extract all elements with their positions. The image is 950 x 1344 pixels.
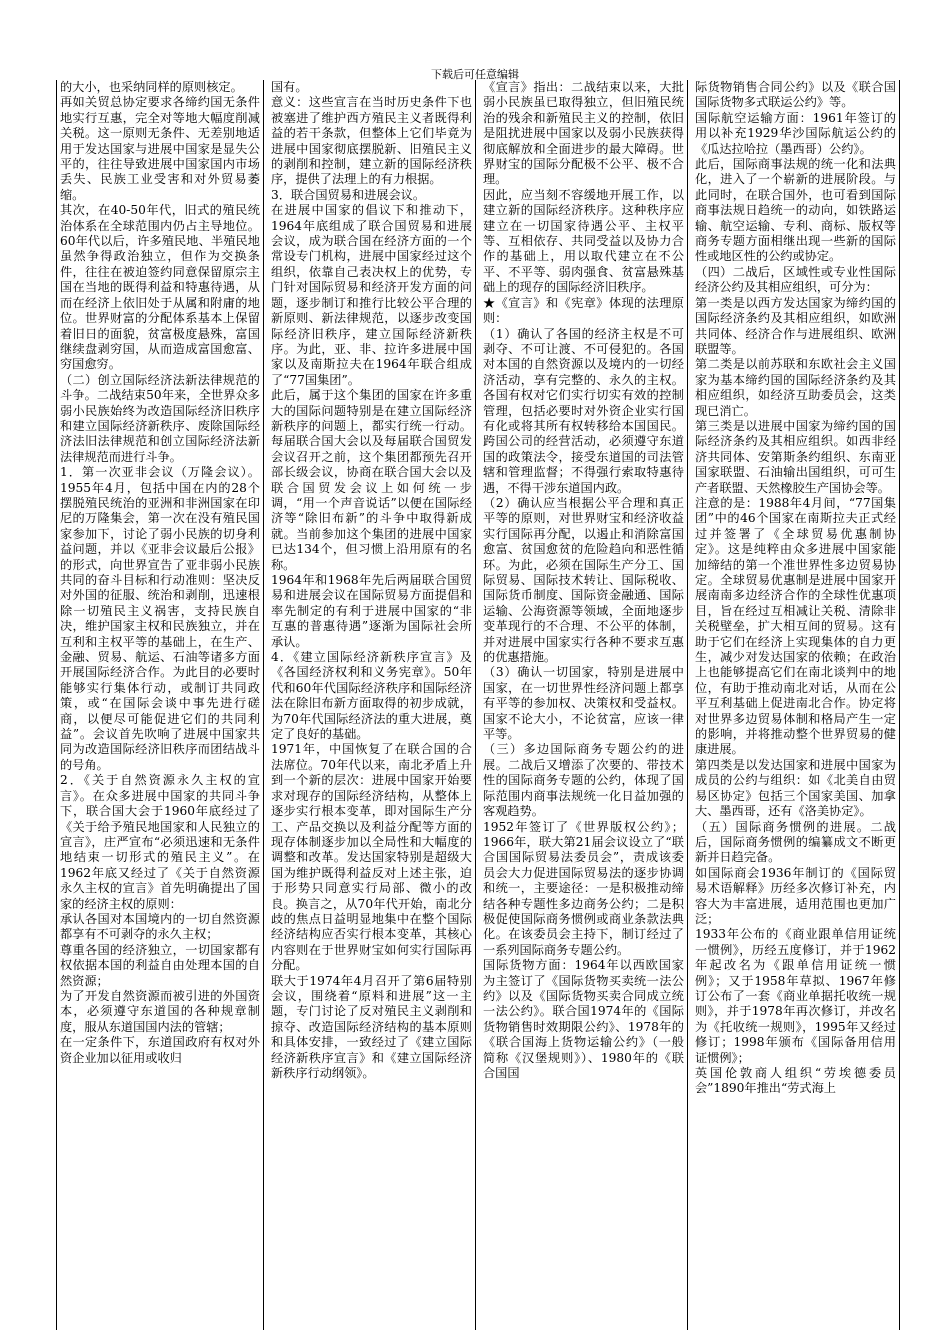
paragraph: （五）国际商务惯例的进展。二战后，国际商务惯例的编纂成文不断更新并日趋完备。 [695, 819, 896, 865]
paragraph: 2．《关于自然资源永久主权的宣言》。在众多进展中国家的共同斗争下，联合国大会于1960年底经过了《关于给予殖民地国家和人民独立的宣言》，庄严宣布“必须迅速和无条件地结束一切形式的殖民主义”。在1962年底又经过了《关于自然资源永久主权的宣言》首先明确提出了国家的经济主权的原则： [60, 773, 260, 911]
paragraph: （三）多边国际商务专题公约的进展。二战后又增添了次要的、带技术性的国际商务专题的公约，体现了国际范围内商事法规统一化日益加强的客观趋势。 [483, 742, 684, 819]
paragraph: 际货物销售合同公约》以及《联合国国际货物多式联运公约》等。 [695, 80, 896, 110]
paragraph: 尊重各国的经济独立，一切国家都有权依据本国的利益自由处理本国的自然资源； [60, 942, 260, 988]
paragraph: 联大于1974年4月召开了第6届特别会议，围绕着“原料和进展”这一主题，专门讨论了反对殖民主义剥削和掠夺、改造国际经济结构的基本原则和具体安排，一致经过了《建立国际经济新秩序宣言》和《建立国际经济新秩序行动纲领》。 [271, 973, 472, 1080]
paragraph: 在一定条件下，东道国政府有权对外资企业加以征用或收归 [60, 1035, 260, 1065]
paragraph: 4．《建立国际经济新秩序宣言》及《各国经济权利和义务宪章》。50年代和60年代国际经济秩序和国际经济法在除旧布新方面取得的初步成就，为70年代国际经济法的重大进展，奠定了良好的基础。 [271, 650, 472, 742]
column-2 [268, 80, 476, 1330]
paragraph: 1971年，中国恢复了在联合国的合法席位。70年代以来，南北矛盾上升到一个新的层次：进展中国家开始要求对现存的国际经济结构，从整体上逐步实行根本变革，即对国际生产分工、产品交换以及利益分配等方面的现存体制逐步加以全局性和大幅度的调整和改革。发达国家特别是超级大国为维护既得利益反对上述主张，迫于形势只同意实行局部、微小的改良。换言之，从70年代开始，南北分歧的焦点日益明显地集中在整个国际经济结构应否实行根本变革，其核心内容则在于世界财宝如何实行国际再分配。 [271, 742, 472, 973]
text-columns [56, 80, 900, 1330]
paragraph: 在进展中国家的倡议下和推动下，1964年底组成了联合国贸易和进展会议，成为联合国在经济方面的一个常设专门机构，进展中国家经过这个组织，依靠自己表决权上的优势，专门针对国际贸易和经济开发方面的问题，逐步制订和推行比较公平合理的新原则、新法律规范，以逐步改变国际经济旧秩序，建立国际经济新秩序。为此，亚、非、拉许多进展中国家以及南斯拉夫在1964年联合组成了“77国集团”。 [271, 203, 472, 387]
paragraph: 国有。 [271, 80, 308, 94]
paragraph: 此后，国际商事法规的统一化和法典化，进入了一个崭新的进展阶段。与此同时，在联合国外，也可看到国际商事法规日趋统一的动向，如铁路运输、航空运输、专利、商标、版权等商务专题方面相继出现一些新的国际性或地区性的公约或协定。 [695, 157, 896, 264]
paragraph: 为了开发自然资源而被引进的外国资本，必须遵守东道国的各种规章制度，服从东道国国内法的管辖； [60, 988, 260, 1034]
paragraph: 注意的是：1988年4月间，“77国集团”中的46个国家在南斯拉夫正式经过并签署了《全球贸易优惠制协定》。这是纯粹由众多进展中国家能加缔结的第一个准世界性多边贸易协定。全球贸易优惠制是进展中国家开展南南多边经济合作的全球性优惠项目，旨在经过互相减让关税、清除非关税壁垒，扩大相互间的贸易。这有助于它们在经济上实现集体的自力更生，减少对发达国家的依赖；在政治上也能够提高它们在南北谈判中的地位，有助于推动南北对话，从而在公平互利基础上促进南北合作。协定将对世界多边贸易体制和格局产生一定的影响，并将推动整个世界贸易的健康进展。 [695, 495, 896, 757]
paragraph: 第一类是以西方发达国家为缔约国的国际经济条约及其相应组织，如欧洲共同体、经济合作与进展组织、欧洲联盟等。 [695, 295, 896, 356]
paragraph: ★《宣言》和《宪章》体现的法理原则： [483, 295, 684, 326]
page-header: 下载后可任意编辑 [431, 68, 519, 81]
paragraph: 其次，在40-50年代，旧式的殖民统治体系在全球范围内仍占主导地位。60年代以后，许多殖民地、半殖民地虽然争得政治独立，但作为交换条件，往往在被迫签约同意保留原宗主国在当地的既得利益和特惠待遇，从而在经济上依旧处于从属和附庸的地位。世界财富的分配体系基本上保留着旧日的面貌，贫富极度悬殊，富国继续盘剥穷国，从而造成富国愈富、穷国愈穷。 [60, 203, 260, 372]
paragraph: 的大小，也采纳同样的原则核定。 [60, 80, 243, 94]
paragraph: 因此，应当刻不容缓地开展工作，以建立新的国际经济秩序。这种秩序应建立在一切国家待遇公平、主权平等、互相依存、共同受益以及协力合作的基础上，用以取代建立在不公平、不平等、弱肉强食、贫富悬殊基础上的现存的国际经济旧秩序。 [483, 187, 684, 295]
paragraph: 1964年和1968年先后两届联合国贸易和进展会议在国际贸易方面提倡和率先制定的有利于进展中国家的“非互惠的普惠待遇”逐渐为国际社会所承认。 [271, 573, 472, 649]
paragraph: 国际货物方面：1964年以西欧国家为主签订了《国际货物买卖统一法公约》以及《国际货物买卖合同成立统一法公约》。联合国1974年的《国际货物销售时效期限公约》、1978年的《联合国海上货物运输公约》（一般简称《汉堡规则》）、1980年的《联合国国 [483, 958, 684, 1080]
paragraph: （2）确认应当根据公平合理和真正平等的原则，对世界财宝和经济收益实行国际再分配，以遏止和消除富国愈富、贫国愈贫的危险趋向和恶性循环。为此，必须在国际生产分工、国际贸易、国际技术转让、国际税收、国际货币制度、国际资金融通、国际运输、公海资源等领域，全面地逐步变革现行的不合理、不公平的体制，并对进展中国家实行各种不要求互惠的优惠措施。 [483, 495, 684, 665]
paragraph: 意义：这些宣言在当时历史条件下也被塞进了维护西方殖民主义者既得利益的若干条款，但整体上它们毕竟为进展中国家彻底摆脱新、旧殖民主义的剥削和控制，建立新的国际经济秩序，提供了法理上的有力根据。 [271, 95, 472, 187]
paragraph: 第三类是以进展中国家为缔约国的国际经济条约及其相应组织。如西非经济共同体、安第斯条约组织、东南亚国家联盟、石油输出国组织，可可生产者联盟、天然橡胶生产国协会等。 [695, 418, 896, 495]
paragraph: 3．联合国贸易和进展会议。 [271, 187, 426, 202]
paragraph: 此后，属于这个集团的国家在许多重大的国际问题特别是在建立国际经济新秩序的问题上，都实行统一行动。每届联合国大会以及每届联合国贸发会议召开之前，这个集团都预先召开部长级会议，协商在联合国大会以及联合国贸发会议上如何统一步调，“用一个声音说话”以便在国际经济等“除旧布新”的斗争中取得新成就。当前参加这个集团的进展中国家已达134个，但习惯上沿用原有的名称。 [271, 388, 472, 572]
column-4 [692, 80, 900, 1330]
paragraph: 承认各国对本国境内的一切自然资源都享有不可剥夺的永久主权； [60, 911, 260, 942]
paragraph: 1933年公布的《商业跟单信用证统一惯例》，历经五度修订，并于1962年起改名为《跟单信用证统一惯例》；又于1958年草拟、1967年修订公布了一套《商业单据托收统一规则》，并于1978年再次修订，并改名为《托收统一规则》，1995年又经过修订；1998年颁布《国际备用信用证惯例》； [695, 927, 896, 1065]
paragraph: 1．第一次亚非会议（万隆会议）。1955年4月，包括中国在内的28个摆脱殖民统治的亚洲和非洲国家在印尼的万隆集会，第一次在没有殖民国家参加下，讨论了弱小民族的切身利益问题，并以《亚非会议最后公报》的形式，向世界宣告了亚非弱小民族共同的奋斗目标和行动准则：坚决反对外国的征服、统治和剥削，迅速根除一切殖民主义祸害，支持民族自决，维护国家主权和民族独立，并在互利和主权平等的基础上，在生产、金融、贸易、航运、石油等诸多方面开展国际经济合作。为此目的必要时能够实行集体行动，或制订共同政策，或“在国际会谈中事先进行磋商，以便尽可能促进它们的共同利益”。会议首先吹响了进展中国家共同为改造国际经济旧秩序而团结战斗的号角。 [60, 465, 260, 772]
paragraph: （1）确认了各国的经济主权是不可剥夺、不可让渡、不可侵犯的。各国对本国的自然资源以及境内的一切经济活动，享有完整的、永久的主权。各国有权对它们实行切实有效的控制管理，包括必要时对外资企业实行国有化或将其所有权转移给本国国民。跨国公司的经营活动，必须遵守东道国的政策法令，接受东道国的司法管辖和管理监督；不得强行索取特惠待遇，不得干涉东道国内政。 [483, 326, 684, 495]
paragraph: 再如关贸总协定要求各缔约国无条件地实行互惠，完全对等地大幅度削减关税。这一原则无条件、无差别地适用于发达国家与进展中国家是显失公平的，往往导致进展中国家国内市场丢失、民族工业受害和对外贸易萎缩。 [60, 95, 260, 202]
paragraph: 1952年签订了《世界版权公约》；1966年，联大第21届会议设立了“联合国国际贸易法委员会”，责成该委员会大力促进国际贸易法的逐步协调和统一，主要途径：一是积极推动缔结各种专题性多边商务公约；二是积极促使国际商务惯例或商业条款法典化。在该委员会主持下，制订经过了一系列国际商务专题公约。 [483, 819, 684, 957]
paragraph: 第二类是以前苏联和东欧社会主义国家为基本缔约国的国际经济条约及其相应组织，如经济互助委员会，这类现已消亡。 [695, 357, 896, 418]
paragraph: 英国伦敦商人组织“劳埃德委员会”1890年推出“劳式海上 [695, 1066, 896, 1096]
paragraph: 《宣言》指出：二战结束以来，大批弱小民族虽已取得独立，但旧殖民统治的残余和新殖民主义的控制，依旧是阻扰进展中国家以及弱小民族获得彻底解放和全面进步的最大障碍。世界财宝的国际分配极不公平、极不合理。 [483, 80, 684, 187]
column-3 [480, 80, 688, 1330]
paragraph: （二）创立国际经济法新法律规范的斗争。二战结束50年来，全世界众多弱小民族始终为改造国际经济旧秩序和建立国际经济新秩序、废除国际经济法旧法律规范和创立国际经济法新法律规范而进行斗争。 [60, 372, 260, 464]
paragraph: （3）确认一切国家，特别是进展中国家，在一切世界性经济问题上都享有平等的参加权、决策权和受益权。国家不论大小，不论贫富，应该一律平等。 [483, 665, 684, 742]
paragraph: 国际航空运输方面：1961年签订的用以补充1929华沙国际航运公约的《瓜达拉哈拉（墨西哥）公约》。 [695, 110, 896, 156]
paragraph: （四）二战后，区域性或专业性国际经济公约及其相应组织，可分为： [695, 264, 896, 295]
paragraph: 如国际商会1936年制订的《国际贸易术语解释》历经多次修订补充，内容大为丰富进展，适用范围也更加广泛； [695, 865, 896, 926]
paragraph: 第四类是以发达国家和进展中国家为成员的公约与组织：如《北美自由贸易区协定》包括三个国家美国、加拿大、墨西哥，还有《洛美协定》。 [695, 757, 896, 819]
column-1 [56, 80, 264, 1330]
